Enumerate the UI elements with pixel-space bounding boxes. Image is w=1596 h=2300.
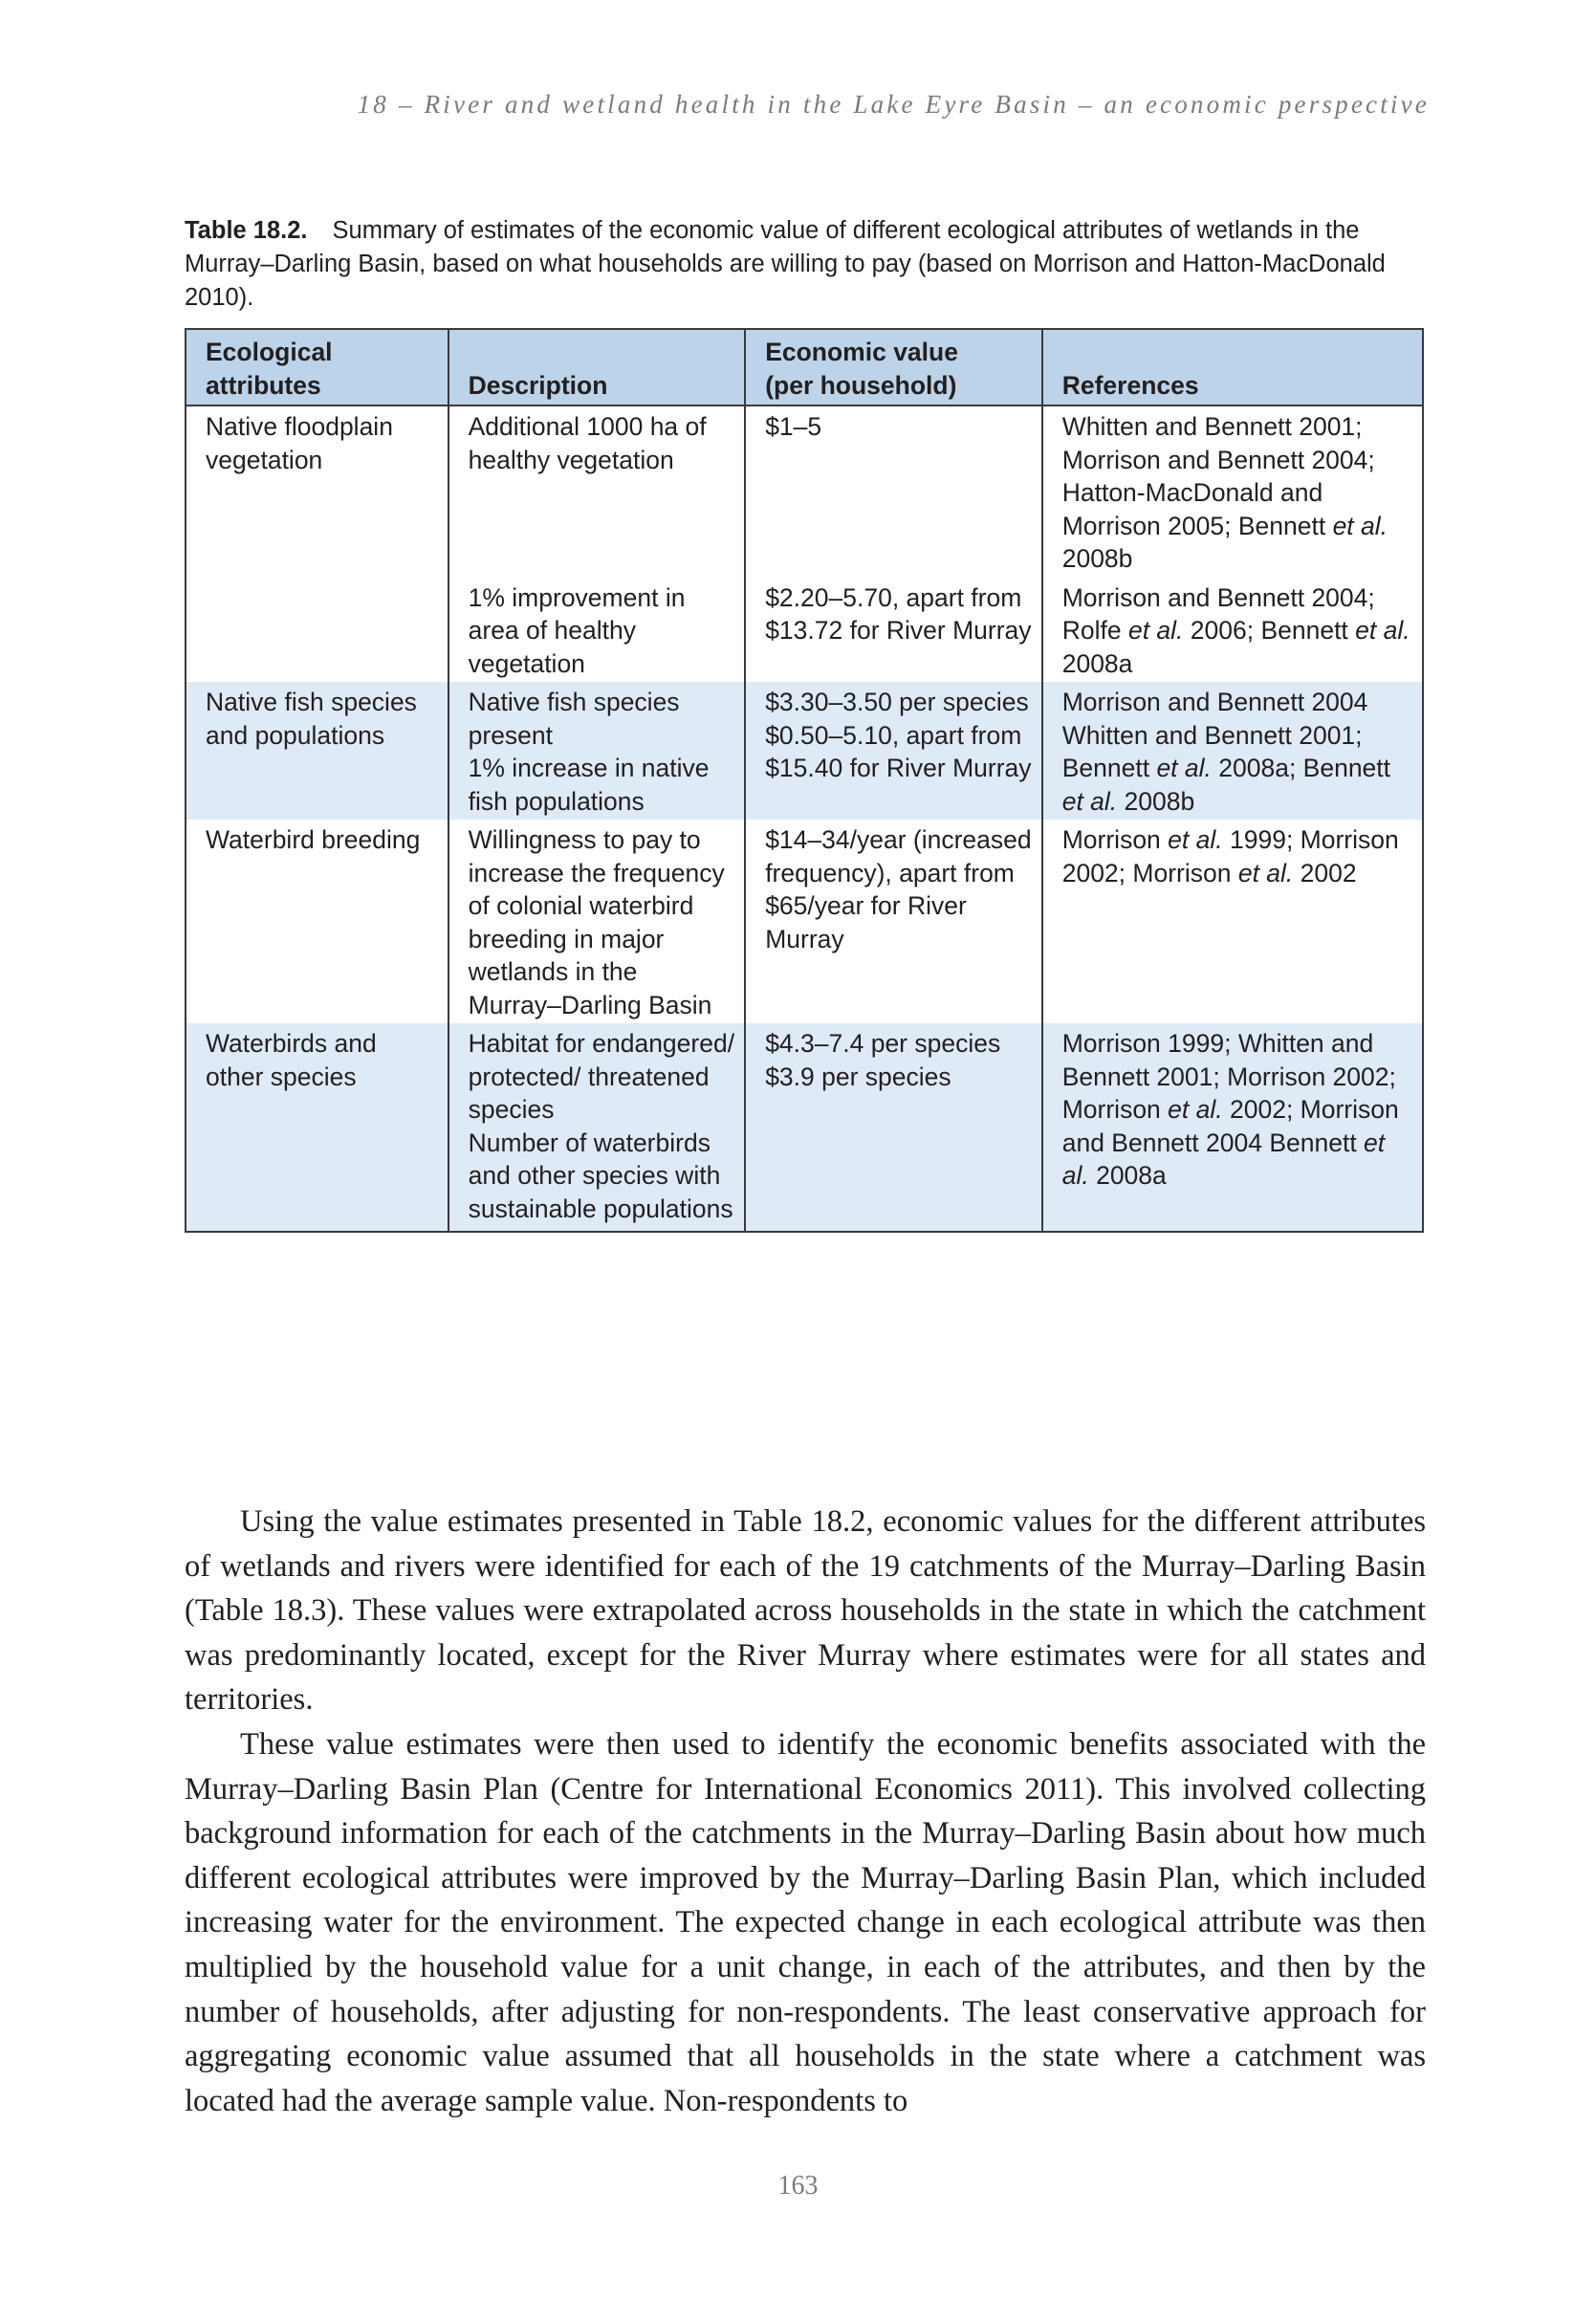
cell-description: Native fish species present 1% increase in native fish populations: [448, 682, 746, 820]
table-row: [186, 578, 1423, 683]
cell-value: $14–34/year (increased frequency), apart from $65/year for River Murray: [745, 820, 1042, 1023]
cell-description: Additional 1000 ha of healthy vegetation: [448, 405, 746, 578]
paragraph: These value estimates were then used to identify the economic benefits associated with the Murray–Darling Basin Plan (Centre for International Economics 2011). This involved collecting background information for each of the catchments in the Murray–Darling Basin about how much different ecological attributes were improved by the Murray–Darling Basin Plan, which included increasing water for the environment. The expected change in each ecological attribute was then multiplied by the household value for a unit change, in each of the attributes, and then by the number of households, after adjusting for non-respondents. The least conservative approach for aggregating economic value assumed that all households in the state where a catchment was located had the average sample value. Non-respondents to: [185, 1726, 1426, 2118]
cell-attribute: Waterbird breeding: [186, 820, 448, 1023]
table-row: [186, 405, 1423, 578]
header-economic-value: Economic value (per household): [745, 329, 1042, 405]
cell-value: $4.3–7.4 per species $3.9 per species: [745, 1023, 1042, 1232]
table-header-row: [186, 329, 1423, 405]
cell-references: Morrison and Bennett 2004 Whitten and Bennett 2001; Bennett et al. 2008a; Bennett et al. 2008b: [1042, 682, 1423, 820]
table-caption-label: Table 18.2.: [185, 217, 308, 244]
cell-value: $3.30–3.50 per species $0.50–5.10, apart from $15.40 for River Murray: [745, 682, 1042, 820]
page-number: 163: [777, 2171, 819, 2201]
cell-attribute: [186, 578, 448, 683]
cell-references: Morrison and Bennett 2004; Rolfe et al. 2006; Bennett et al. 2008a: [1042, 578, 1423, 683]
table-row: [186, 1023, 1423, 1232]
cell-value: $2.20–5.70, apart from $13.72 for River Murray: [745, 578, 1042, 683]
header-ecological-attributes: Ecological attributes: [186, 329, 448, 405]
cell-value: $1–5: [745, 405, 1042, 578]
cell-attribute: Native floodplain vegetation: [186, 405, 448, 578]
body-text: [185, 1500, 1426, 2123]
cell-description: Willingness to pay to increase the frequency of colonial waterbird breeding in major wetlands in the Murray–Darling Basin: [448, 820, 746, 1023]
table-caption: [185, 214, 1428, 315]
table-row: [186, 820, 1423, 1023]
cell-description: 1% improvement in area of healthy vegetation: [448, 578, 746, 683]
header-description: Description: [448, 329, 746, 405]
economic-value-table: [185, 328, 1424, 1233]
running-head: 18 – River and wetland health in the Lake Eyre Basin – an economic perspective: [357, 90, 1430, 119]
cell-attribute: Native fish species and populations: [186, 682, 448, 820]
cell-references: Morrison 1999; Whitten and Bennett 2001; Morrison 2002; Morrison et al. 2002; Morrison and Bennett 2004 Bennett et al. 2008a: [1042, 1023, 1423, 1232]
table-row: [186, 682, 1423, 820]
cell-references: Morrison et al. 1999; Morrison 2002; Morrison et al. 2002: [1042, 820, 1423, 1023]
cell-description: Habitat for endangered/ protected/ threatened species Number of waterbirds and other species with sustainable populations: [448, 1023, 746, 1232]
paragraph: Using the value estimates presented in Table 18.2, economic values for the different attributes of wetlands and rivers were identified for each of the 19 catchments of the Murray–Darling Basin (Table 18.3). These values were extrapolated across households in the state in which the catchment was predominantly located, except for the River Murray where estimates were for all states and territories.: [185, 1504, 1426, 1718]
cell-references: Whitten and Bennett 2001; Morrison and Bennett 2004; Hatton-MacDonald and Morrison 2005; Bennett et al. 2008b: [1042, 405, 1423, 578]
header-references: References: [1042, 329, 1423, 405]
cell-attribute: Waterbirds and other species: [186, 1023, 448, 1232]
table-caption-text: Summary of estimates of the economic value of different ecological attributes of wetlands in the Murray–Darling Basin, based on what households are willing to pay (based on Morrison and Hatton-MacDonald 2010).: [185, 217, 1386, 311]
